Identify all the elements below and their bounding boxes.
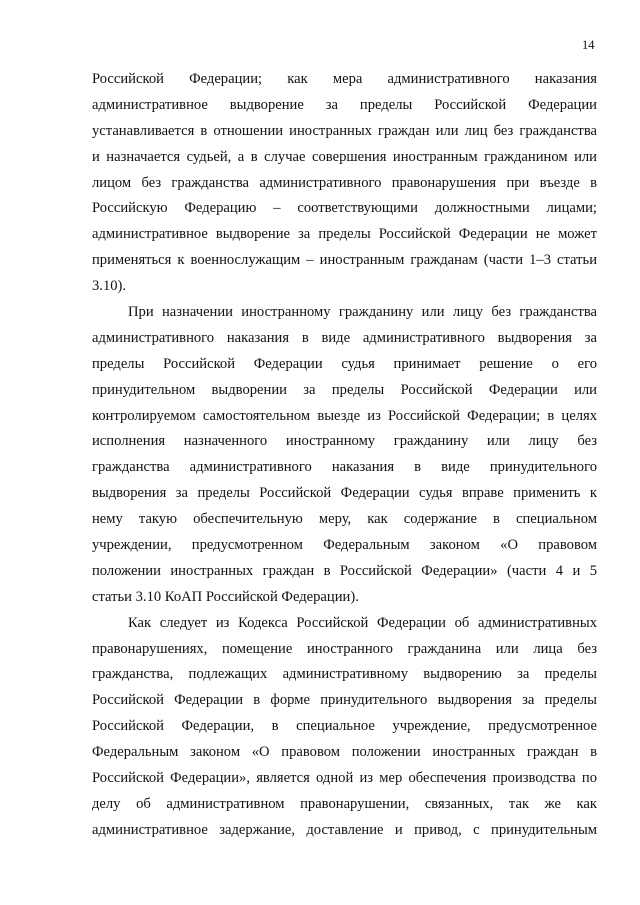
page-number: 14 [582,38,595,52]
text-line: Российской Федерации, в специальное учреждение, предусмотренное [92,718,597,735]
text-line: положении иностранных граждан в Российской Федерации» (части 4 и 5 [92,562,597,579]
text-line: применяться к военнослужащим – иностранным гражданам (части 1–3 статьи [92,252,597,269]
text-line: нему такую обеспечительную меру, как содержание в специальном [92,511,597,528]
paragraph-first-line: При назначении иностранному гражданину или лицу без гражданства [128,304,597,321]
text-line: административное задержание, доставление и привод, с принудительным [92,821,597,838]
text-line: Российскую Федерацию – соответствующими должностными лицами; [92,200,597,217]
text-line: выдворения за пределы Российской Федерации судья вправе применить к [92,485,597,502]
text-line: Федеральным законом «О правовом положении иностранных граждан в [92,744,597,761]
text-line: гражданства, подлежащих административному выдворению за пределы [92,666,597,683]
body-text [92,67,597,844]
text-line: гражданства административного наказания в виде принудительного [92,459,597,476]
text-line: учреждении, предусмотренном Федеральным законом «О правовом [92,537,597,554]
text-line: контролируемом самостоятельном выезде из Российской Федерации; в целях [92,407,597,424]
text-line: статьи 3.10 КоАП Российской Федерации). [92,588,359,605]
text-line: административное выдворение за пределы Российской Федерации [92,96,597,113]
text-line: 3.10). [92,278,127,295]
text-line: устанавливается в отношении иностранных граждан или лиц без гражданства [92,122,597,139]
text-line: пределы Российской Федерации судья принимает решение о его [92,355,597,372]
text-line: делу об административном правонарушении, связанных, так же как [92,795,597,812]
text-line: правонарушениях, помещение иностранного гражданина или лица без [92,640,597,657]
text-line: лицом без гражданства административного правонарушения при въезде в [92,174,597,191]
text-line: Российской Федерации; как мера административного наказания [92,71,597,87]
text-line: административного наказания в виде административного выдворения за [92,329,597,346]
text-line: и назначается судьей, а в случае совершения иностранным гражданином или [92,148,597,165]
text-line: Российской Федерации», является одной из мер обеспечения производства по [92,770,597,787]
text-line: Российской Федерации в форме принудительного выдворения за пределы [92,692,597,709]
text-line: административное выдворение за пределы Российской Федерации не может [92,226,597,243]
text-line: исполнения назначенного иностранному гражданину или лицу без [92,433,597,450]
paragraph-first-line: Как следует из Кодекса Российской Федерации об административных [128,614,597,631]
text-line: принудительном выдворении за пределы Российской Федерации или [92,381,597,398]
